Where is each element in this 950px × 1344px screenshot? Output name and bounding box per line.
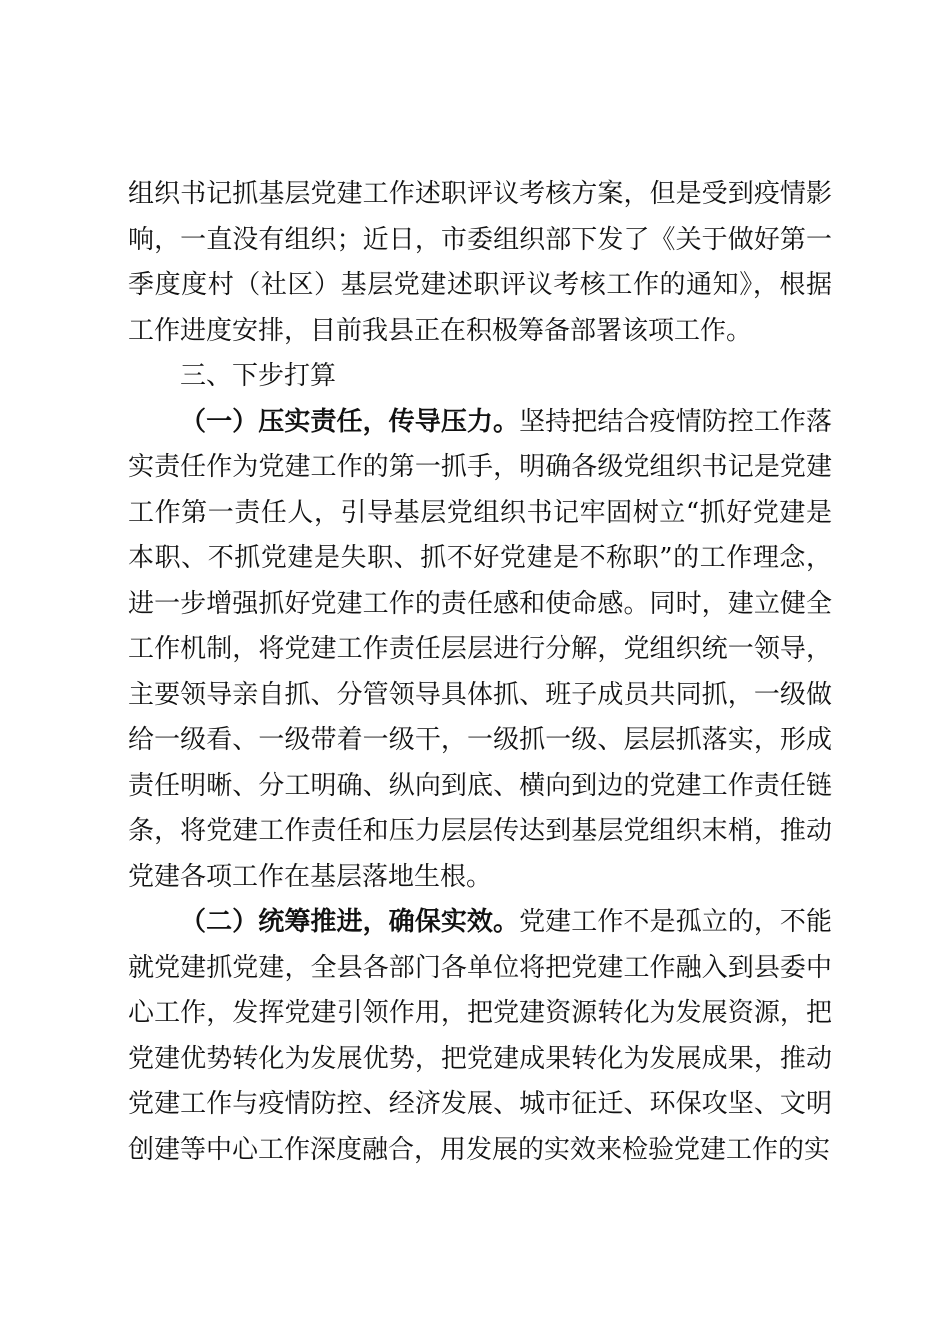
item-1-paragraph <box>128 400 832 901</box>
item-1-title: （一）压实责任，传导压力。 <box>180 406 520 437</box>
item-2-title: （二）统筹推进，确保实效。 <box>180 907 520 937</box>
paragraph-continuation: 组织书记抓基层党建工作述职评议考核方案，但是受到疫情影响，一直没有组织；近日，市委组织部下发了《关于做好第一季度度村（社区）基层党建述职评议考核工作的通知》，根据工作进度安排，目前我县正在积极筹备部署该项工作。 <box>128 179 832 346</box>
section-heading: 三、下步打算 <box>180 361 337 391</box>
item-2-body: 党建工作不是孤立的，不能就党建抓党建，全县各部门各单位将把党建工作融入到县委中心工作，发挥党建引领作用，把党建资源转化为发展资源，把党建优势转化为发展优势，把党建成果转化为发展成果，推动党建工作与疫情防控、经济发展、城市征迁、环保攻坚、文明创建等中心工作深度融合，用发展的实效来检验党建工作的实 <box>128 907 832 1165</box>
document-body <box>128 172 832 1173</box>
item-2-paragraph <box>128 900 832 1173</box>
item-1-body: 坚持把结合疫情防控工作落实责任作为党建工作的第一抓手，明确各级党组织书记是党建工作第一责任人，引导基层党组织书记牢固树立“抓好党建是本职、不抓党建是失职、抓不好党建是不称职”的工作理念，进一步增强抓好党建工作的责任感和使命感。同时，建立健全工作机制，将党建工作责任层层进行分解，党组织统一领导，主要领导亲自抓、分管领导具体抓、班子成员共同抓，一级做给一级看、一级带着一级干，一级抓一级、层层抓落实，形成责任明晰、分工明确、纵向到底、横向到边的党建工作责任链条，将党建工作责任和压力层层传达到基层党组织末梢，推动党建各项工作在基层落地生根。 <box>128 406 832 892</box>
